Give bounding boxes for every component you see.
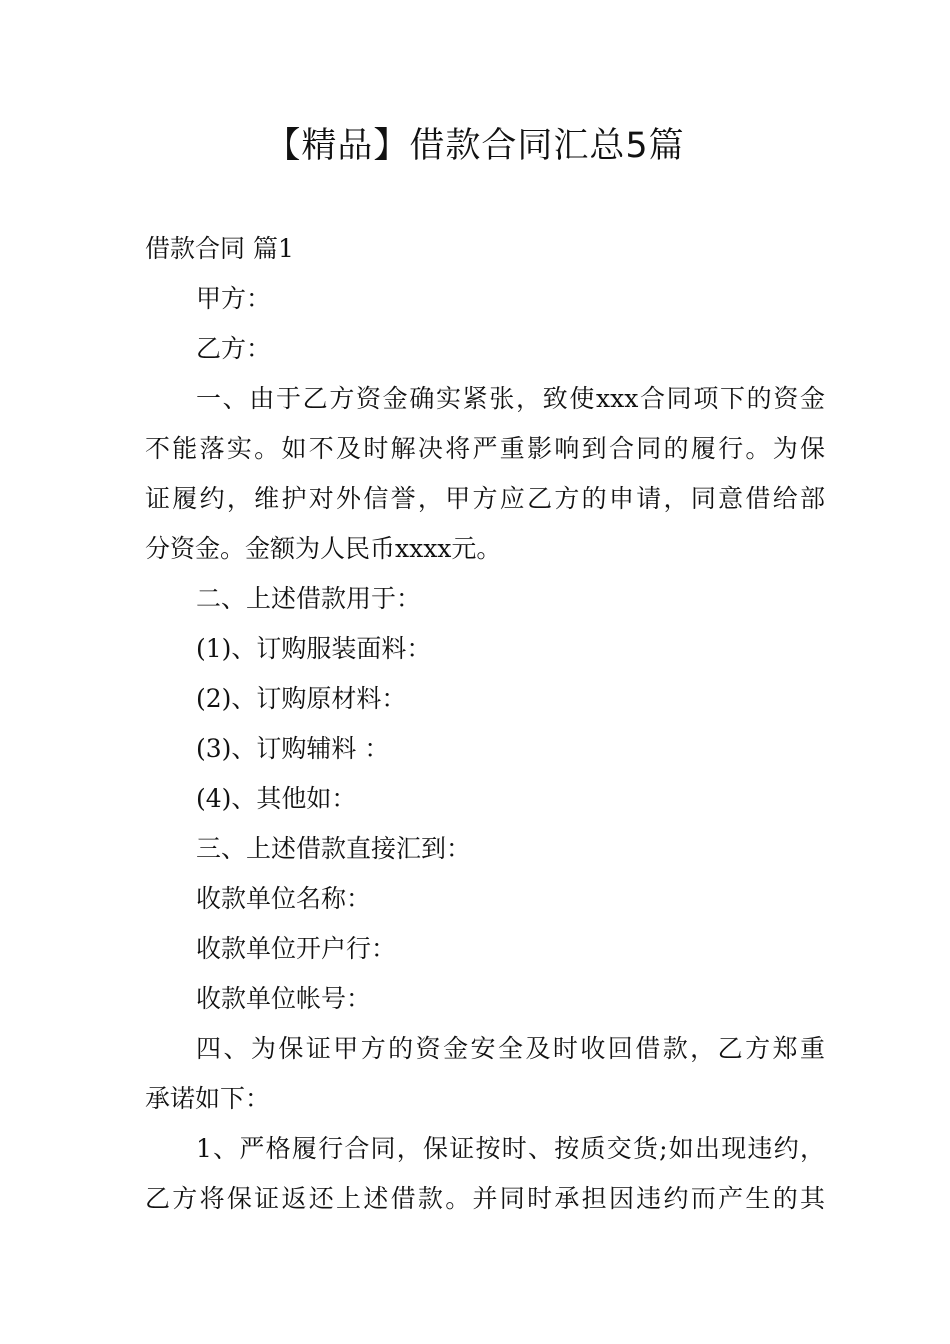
form-field-label: 收款单位开户行： [196,934,397,963]
form-field-label: 收款单位帐号： [196,984,372,1013]
paragraph-line: 乙方将保证返还上述借款。并同时承担因违约而产生的其 [145,1184,825,1213]
paragraph-line: 证履约，维护对外信誉，甲方应乙方的申请，同意借给部 [145,484,825,513]
document-body [145,224,825,1224]
party-a-label: 甲方： [196,284,272,313]
paragraph-line: 1、严格履行合同，保证按时、按质交货;如出现违约， [196,1134,825,1163]
paragraph-line: 承诺如下： [145,1084,271,1113]
paragraph-line: 分资金。金额为人民币xxxx元。 [145,534,502,563]
list-item: (4)、其他如： [196,784,357,813]
list-item: (2)、订购原材料： [196,684,407,713]
list-item: (1)、订购服装面料： [196,634,432,663]
list-item: (3)、订购辅料 ： [196,734,390,763]
paragraph-line: 不能落实。如不及时解决将严重影响到合同的履行。为保 [145,434,825,463]
document-title: 【精品】借款合同汇总5篇 [265,126,685,166]
section-heading: 借款合同 篇1 [145,234,294,263]
clause-heading: 三、上述借款直接汇到： [196,834,472,863]
form-field-label: 收款单位名称： [196,884,372,913]
clause-heading: 二、上述借款用于： [196,584,422,613]
paragraph-line: 一、由于乙方资金确实紧张，致使xxx合同项下的资金 [196,384,825,413]
paragraph-line: 四、为保证甲方的资金安全及时收回借款，乙方郑重 [196,1034,825,1063]
party-b-label: 乙方： [196,334,272,363]
